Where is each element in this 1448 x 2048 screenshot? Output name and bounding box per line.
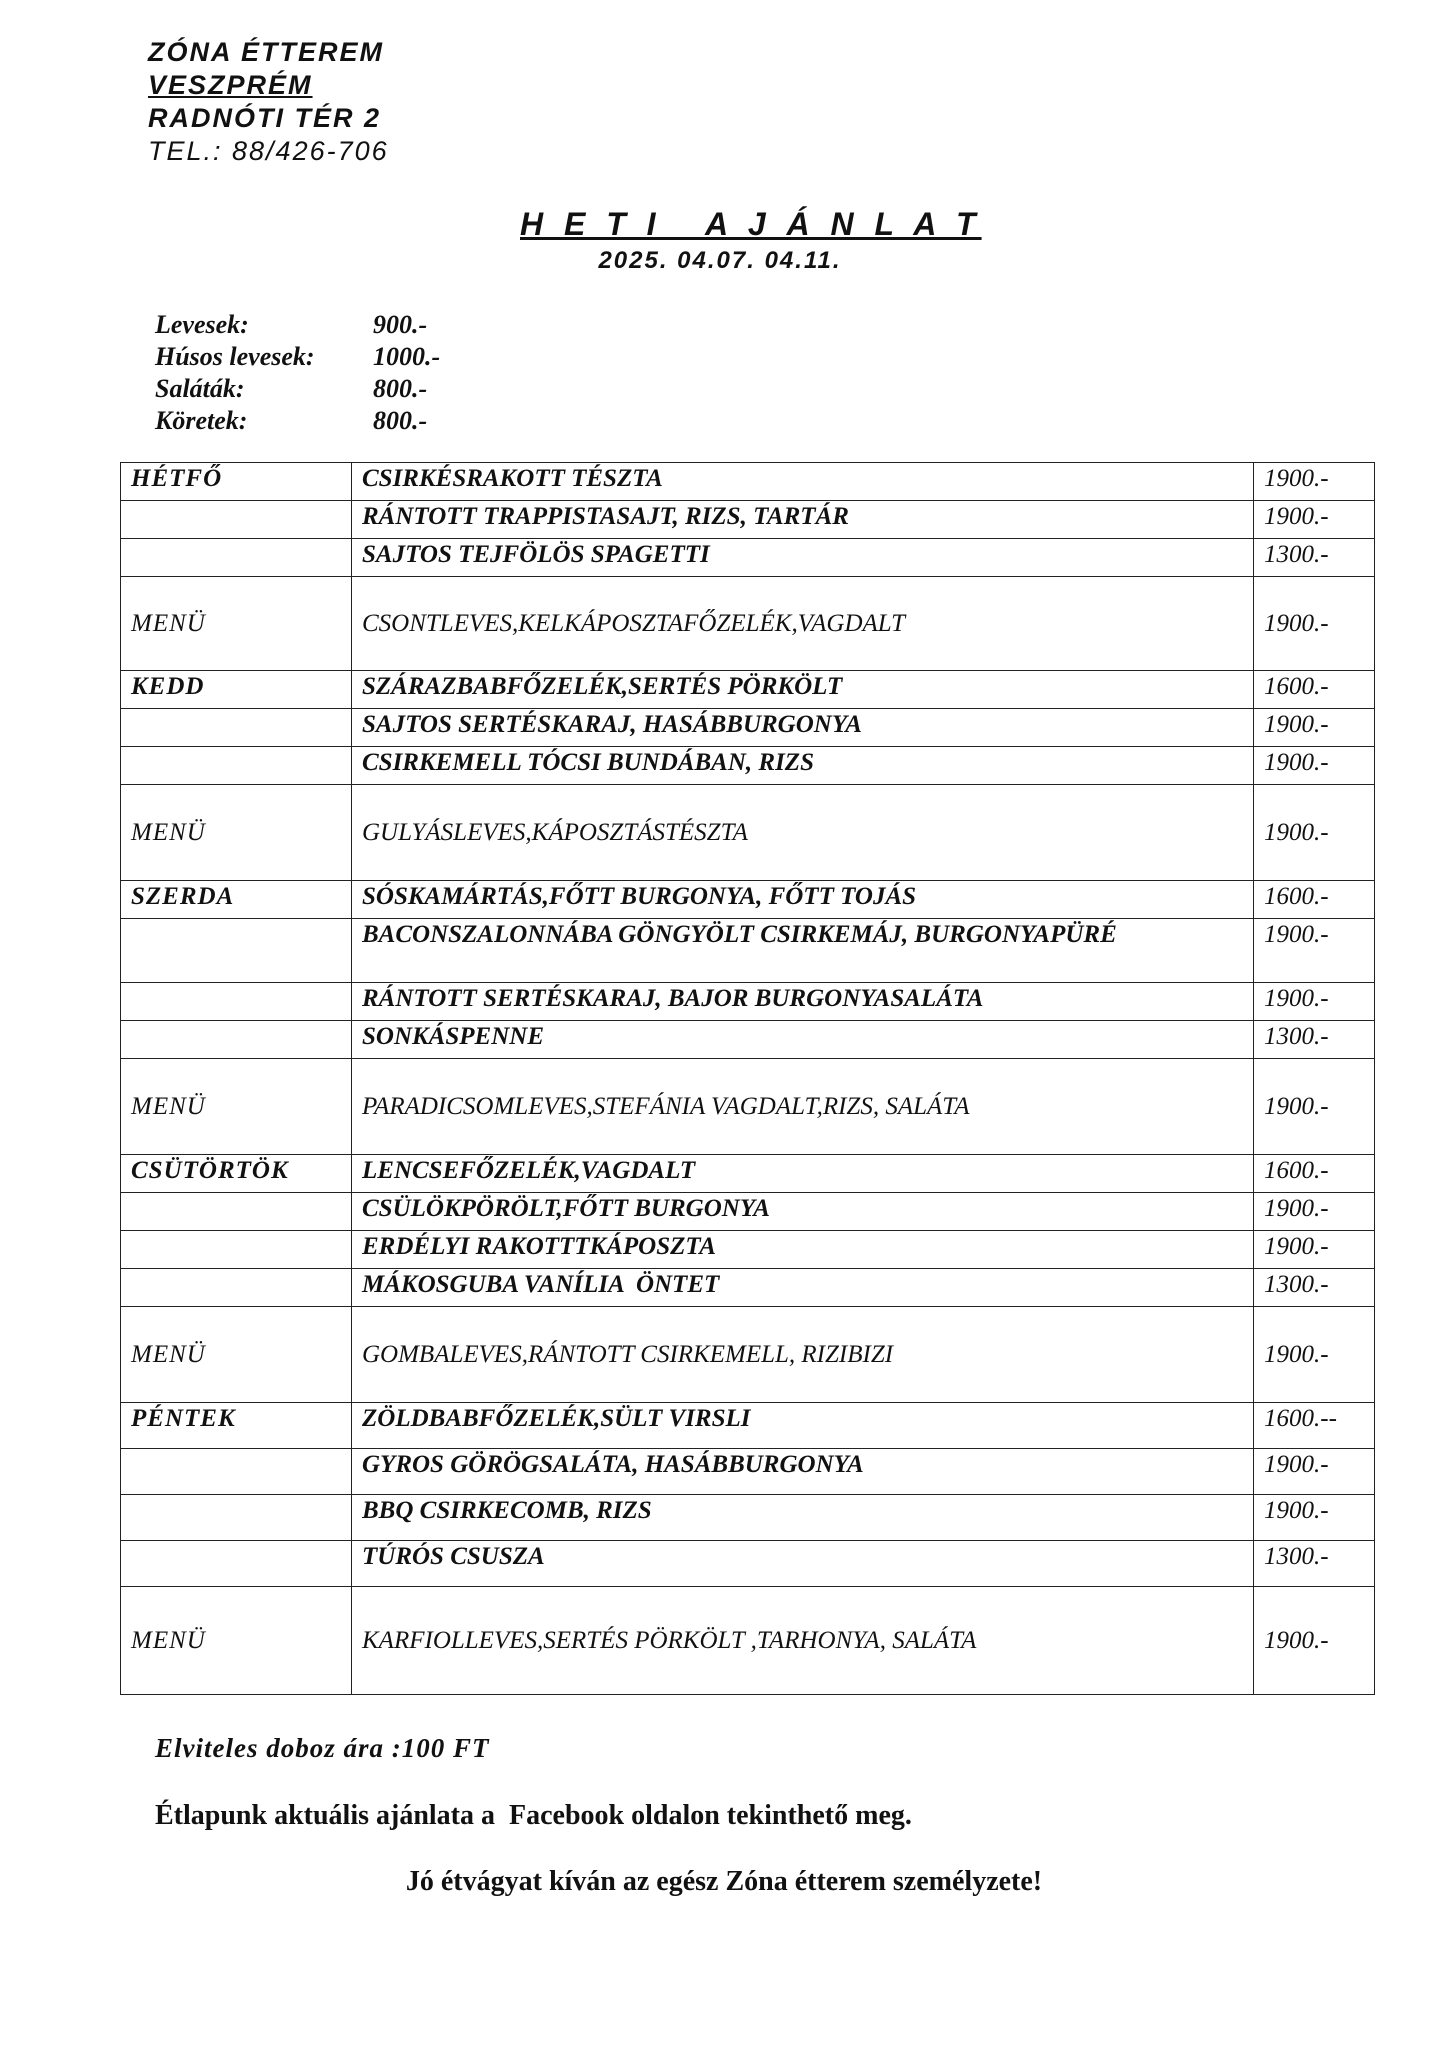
price-cell: 1300.- <box>1254 1269 1375 1307</box>
dish-cell: CSONTLEVES,KELKÁPOSZTAFŐZELÉK,VAGDALT <box>352 577 1254 671</box>
dish-cell: PARADICSOMLEVES,STEFÁNIA VAGDALT,RIZS, SALÁTA <box>352 1059 1254 1155</box>
base-price-value: 900.- <box>373 310 428 339</box>
table-row <box>121 539 1375 577</box>
base-price-label: Köretek: <box>155 406 248 435</box>
greeting: Jó étvágyat kíván az egész Zóna étterem személyzete! <box>405 1866 1043 1897</box>
dish-cell: SÓSKAMÁRTÁS,FŐTT BURGONYA, FŐTT TOJÁS <box>352 881 1254 919</box>
table-row <box>121 501 1375 539</box>
price-cell: 1300.- <box>1254 539 1375 577</box>
table-row <box>121 1495 1375 1541</box>
price-cell: 1600.-- <box>1254 1403 1375 1449</box>
price-cell: 1900.- <box>1254 577 1375 671</box>
facebook-note: Étlapunk aktuális ajánlata a Facebook oldalon tekinthető meg. <box>155 1800 912 1831</box>
table-row <box>121 919 1375 983</box>
table-row <box>121 463 1375 501</box>
price-cell: 1300.- <box>1254 1021 1375 1059</box>
dish-cell: GOMBALEVES,RÁNTOTT CSIRKEMELL, RIZIBIZI <box>352 1307 1254 1403</box>
restaurant-name: ZÓNA ÉTTEREM <box>148 37 384 67</box>
table-row <box>121 1449 1375 1495</box>
restaurant-address: RADNÓTI TÉR 2 <box>148 103 382 133</box>
dish-cell: CSIRKÉSRAKOTT TÉSZTA <box>352 463 1254 501</box>
day-cell <box>121 539 352 577</box>
base-price-row <box>155 341 440 373</box>
offer-title: H E T I A J Á N L A T <box>520 206 982 242</box>
table-row <box>121 1269 1375 1307</box>
day-cell <box>121 919 352 983</box>
price-cell: 1900.- <box>1254 1231 1375 1269</box>
day-cell: MENÜ <box>121 1587 352 1695</box>
table-row <box>121 577 1375 671</box>
day-cell <box>121 1495 352 1541</box>
dish-cell: ERDÉLYI RAKOTTTKÁPOSZTA <box>352 1231 1254 1269</box>
price-cell: 1900.- <box>1254 1449 1375 1495</box>
day-cell <box>121 1269 352 1307</box>
day-cell: PÉNTEK <box>121 1403 352 1449</box>
price-cell: 1900.- <box>1254 1495 1375 1541</box>
dish-cell: TÚRÓS CSUSZA <box>352 1541 1254 1587</box>
base-price-row <box>155 309 440 341</box>
price-cell: 1600.- <box>1254 671 1375 709</box>
day-cell: MENÜ <box>121 1059 352 1155</box>
table-row <box>121 1307 1375 1403</box>
price-cell: 1900.- <box>1254 1307 1375 1403</box>
dish-cell: BACONSZALONNÁBA GÖNGYÖLT CSIRKEMÁJ, BURGONYAPÜRÉ <box>352 919 1254 983</box>
price-cell: 1900.- <box>1254 1587 1375 1695</box>
price-cell: 1600.- <box>1254 1155 1375 1193</box>
day-cell: SZERDA <box>121 881 352 919</box>
day-cell: MENÜ <box>121 577 352 671</box>
table-row <box>121 881 1375 919</box>
dish-cell: RÁNTOTT SERTÉSKARAJ, BAJOR BURGONYASALÁTA <box>352 983 1254 1021</box>
base-price-label: Levesek: <box>155 310 249 339</box>
table-row <box>121 709 1375 747</box>
day-cell: MENÜ <box>121 1307 352 1403</box>
base-price-label: Húsos levesek: <box>155 342 315 371</box>
dish-cell: SONKÁSPENNE <box>352 1021 1254 1059</box>
dish-cell: RÁNTOTT TRAPPISTASAJT, RIZS, TARTÁR <box>352 501 1254 539</box>
day-cell: CSÜTÖRTÖK <box>121 1155 352 1193</box>
day-cell: KEDD <box>121 671 352 709</box>
table-row <box>121 785 1375 881</box>
base-price-row <box>155 373 440 405</box>
base-price-value: 1000.- <box>373 342 441 371</box>
restaurant-city: VESZPRÉM <box>148 70 313 100</box>
day-cell <box>121 1449 352 1495</box>
base-price-label: Saláták: <box>155 374 245 403</box>
table-row <box>121 1193 1375 1231</box>
price-cell: 1600.- <box>1254 881 1375 919</box>
dish-cell: SAJTOS SERTÉSKARAJ, HASÁBBURGONYA <box>352 709 1254 747</box>
restaurant-header <box>148 36 389 168</box>
price-cell: 1900.- <box>1254 983 1375 1021</box>
day-cell <box>121 709 352 747</box>
day-cell <box>121 1541 352 1587</box>
dish-cell: ZÖLDBABFŐZELÉK,SÜLT VIRSLI <box>352 1403 1254 1449</box>
dish-cell: MÁKOSGUBA VANÍLIA ÖNTET <box>352 1269 1254 1307</box>
dish-cell: GYROS GÖRÖGSALÁTA, HASÁBBURGONYA <box>352 1449 1254 1495</box>
price-cell: 1900.- <box>1254 919 1375 983</box>
table-row <box>121 747 1375 785</box>
table-row <box>121 1059 1375 1155</box>
box-price-note: Elviteles doboz ára :100 FT <box>155 1733 490 1763</box>
base-price-row <box>155 405 440 437</box>
table-row <box>121 1155 1375 1193</box>
day-cell <box>121 747 352 785</box>
weekly-menu-table <box>120 462 1375 1695</box>
day-cell <box>121 983 352 1021</box>
price-cell: 1900.- <box>1254 463 1375 501</box>
base-price-value: 800.- <box>373 406 428 435</box>
restaurant-phone: TEL.: 88/426-706 <box>148 136 389 166</box>
price-cell: 1900.- <box>1254 747 1375 785</box>
table-row <box>121 1403 1375 1449</box>
table-row <box>121 983 1375 1021</box>
table-row <box>121 1021 1375 1059</box>
price-cell: 1900.- <box>1254 1193 1375 1231</box>
dish-cell: CSIRKEMELL TÓCSI BUNDÁBAN, RIZS <box>352 747 1254 785</box>
dish-cell: SAJTOS TEJFÖLÖS SPAGETTI <box>352 539 1254 577</box>
base-price-value: 800.- <box>373 374 428 403</box>
price-cell: 1900.- <box>1254 501 1375 539</box>
table-row <box>121 1587 1375 1695</box>
price-cell: 1900.- <box>1254 709 1375 747</box>
dish-cell: SZÁRAZBABFŐZELÉK,SERTÉS PÖRKÖLT <box>352 671 1254 709</box>
dish-cell: GULYÁSLEVES,KÁPOSZTÁSTÉSZTA <box>352 785 1254 881</box>
table-row <box>121 671 1375 709</box>
price-cell: 1900.- <box>1254 1059 1375 1155</box>
offer-date-range: 2025. 04.07. 04.11. <box>598 247 842 274</box>
price-cell: 1900.- <box>1254 785 1375 881</box>
dish-cell: KARFIOLLEVES,SERTÉS PÖRKÖLT ,TARHONYA, SALÁTA <box>352 1587 1254 1695</box>
day-cell <box>121 1021 352 1059</box>
table-row <box>121 1231 1375 1269</box>
base-prices <box>155 309 440 437</box>
dish-cell: CSÜLÖKPÖRÖLT,FŐTT BURGONYA <box>352 1193 1254 1231</box>
day-cell <box>121 1193 352 1231</box>
day-cell <box>121 1231 352 1269</box>
price-cell: 1300.- <box>1254 1541 1375 1587</box>
day-cell: MENÜ <box>121 785 352 881</box>
dish-cell: BBQ CSIRKECOMB, RIZS <box>352 1495 1254 1541</box>
day-cell <box>121 501 352 539</box>
offer-heading <box>520 206 982 275</box>
day-cell: HÉTFŐ <box>121 463 352 501</box>
dish-cell: LENCSEFŐZELÉK,VAGDALT <box>352 1155 1254 1193</box>
table-row <box>121 1541 1375 1587</box>
